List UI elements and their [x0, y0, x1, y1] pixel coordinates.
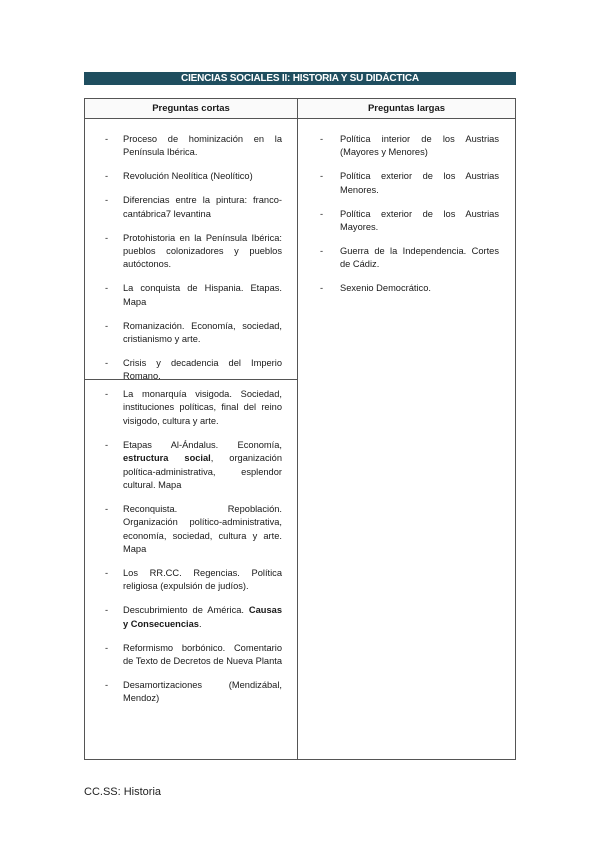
question-text: Política exterior de los Austrias Mayores.: [340, 208, 499, 233]
question-text: Desamortizaciones (Mendizábal, Mendoz): [123, 679, 282, 704]
question-text: Reconquista. Repoblación. Organización político-administrativa, economía, sociedad, cultura y arte. Mapa: [123, 503, 282, 555]
question-item: [85, 503, 298, 557]
list-dash: -: [320, 171, 324, 182]
question-text: La conquista de Hispania. Etapas. Mapa: [123, 283, 282, 307]
list-dash: -: [105, 605, 109, 616]
question-text: Sexenio Democrático.: [340, 283, 431, 294]
list-dash: -: [105, 320, 109, 331]
question-text: Crisis y decadencia del Imperio Romano.: [123, 357, 282, 382]
question-text: Política interior de los Austrias (Mayores y Menores): [340, 134, 499, 158]
short-questions-block-2: [85, 388, 298, 716]
list-dash: -: [105, 134, 109, 144]
course-title-banner: CIENCIAS SOCIALES II: HISTORIA Y SU DIDÁCTICA: [84, 72, 516, 85]
list-dash: -: [105, 389, 109, 399]
list-dash: -: [105, 283, 109, 294]
list-dash: -: [105, 357, 109, 368]
question-text: Diferencias entre la pintura: franco-cantábrica7 levantina: [123, 195, 282, 219]
question-item: [85, 320, 298, 347]
question-item: [298, 170, 515, 197]
list-dash: -: [105, 642, 109, 653]
question-item: [85, 133, 298, 160]
question-item: [85, 567, 298, 594]
question-item: [85, 194, 298, 221]
question-text: Descubrimiento de América.: [123, 605, 249, 616]
list-dash: -: [105, 567, 109, 578]
question-text: Los RR.CC. Regencias. Política religiosa (expulsión de judíos).: [123, 567, 282, 592]
question-text: Etapas Al-Ándalus. Economía,: [123, 439, 282, 450]
list-dash: -: [105, 679, 109, 690]
list-dash: -: [320, 245, 324, 256]
question-item: [85, 170, 298, 183]
question-text: Guerra de la Independencia. Cortes de Cádiz.: [340, 245, 499, 270]
question-text: La monarquía visigoda. Sociedad, instituciones políticas, final del reino visigodo, cultura y arte.: [123, 389, 282, 426]
question-text-end: .: [198, 618, 202, 629]
question-item: [85, 232, 298, 272]
question-text: Política exterior de los Austrias Menores.: [340, 171, 499, 195]
short-questions-block-1: [85, 133, 298, 394]
question-item: [298, 282, 515, 295]
list-dash: -: [105, 503, 109, 514]
question-item: [85, 604, 298, 631]
list-dash: -: [105, 232, 109, 243]
question-item: [298, 208, 515, 235]
question-item: [85, 642, 298, 669]
question-text: Revolución Neolítica (Neolítico): [123, 171, 253, 182]
questions-table: [84, 98, 516, 760]
question-text: Protohistoria en la Península Ibérica: pueblos colonizadores y pueblos autóctonos.: [123, 232, 282, 270]
question-item: [85, 282, 298, 309]
list-dash: -: [105, 171, 109, 182]
page-footer: CC.SS: Historia: [84, 786, 162, 798]
question-text: Proceso de hominización en la Península Ibérica.: [123, 134, 282, 158]
long-questions-header: Preguntas largas: [298, 99, 515, 119]
long-questions-list: [298, 133, 515, 306]
question-item: [298, 245, 515, 272]
question-item: [298, 133, 515, 160]
question-text-end: , organización política-administrativa, esplendor cultural. Mapa: [123, 453, 282, 490]
question-text: Romanización. Economía, sociedad, cristianismo y arte.: [123, 320, 282, 344]
question-item: [85, 439, 298, 493]
list-dash: -: [320, 283, 324, 294]
list-dash: -: [105, 439, 109, 450]
question-item: [85, 679, 298, 706]
list-dash: -: [105, 195, 109, 206]
question-highlight: estructura social: [123, 453, 211, 464]
question-text: Reformismo borbónico. Comentario de Texto de Decretos de Nueva Planta: [123, 642, 283, 666]
short-questions-header: Preguntas cortas: [85, 99, 298, 119]
list-dash: -: [320, 134, 324, 144]
question-item: [85, 388, 298, 428]
question-item: [85, 357, 298, 384]
question-highlight: Causas y Consecuencias: [123, 605, 282, 629]
list-dash: -: [320, 208, 324, 219]
